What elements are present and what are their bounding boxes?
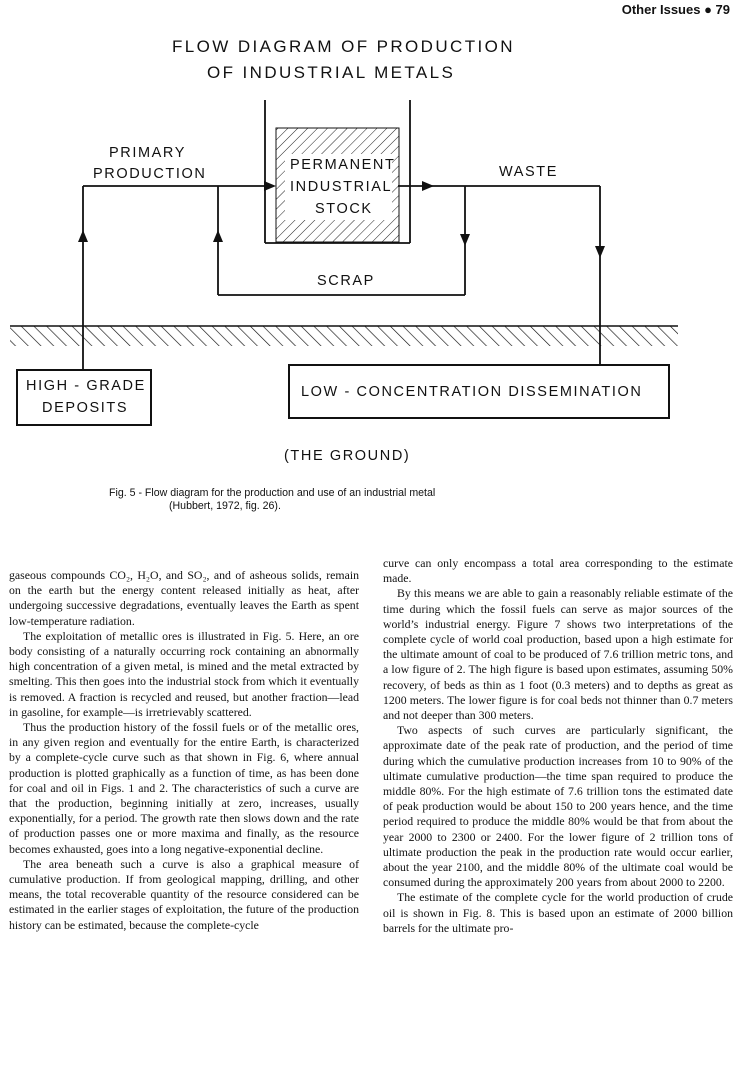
primary-label: PRIMARY bbox=[109, 145, 187, 161]
paragraph: The exploitation of metallic ores is illustrated in Fig. 5. Here, an ore body consisting of a naturally occurring rock containing an abnormally high concentration of a given metal, is mined and the metal extracted by smelting. This then goes into the industrial stock from which it eventually is removed. A fraction is recycled and reused, but another fraction—lead in gasoline, for example—is irretrievably scattered. bbox=[9, 628, 359, 719]
paragraph: Thus the production history of the fossil fuels or of the metallic ores, in any given region and eventually for the entire Earth, is characterized by a complete-cycle curve such as that shown in Fig. 6, where annual production is plotted graphically as a function of time, as has been done for coal and oil in Figs. 1 and 2. The characteristics of such a curve are that the production, beginning initially at zero, increases, usually exponentially, for a period. The growth rate then slows down and the rate of production passes one or more maxima and finally, as the resource becomes exhausted, goes into a long negative-exponential decline. bbox=[9, 720, 359, 856]
stock-label-stock: STOCK bbox=[315, 201, 373, 217]
paragraph: The estimate of the complete cycle for the world production of crude oil is shown in Fig. 8. This is based upon an estimate of 2000 billion barrels for the ultimate pro- bbox=[383, 890, 733, 935]
waste-drop-arrowhead bbox=[595, 246, 605, 258]
left-column bbox=[9, 568, 359, 933]
paragraph: The area beneath such a curve is also a graphical measure of cumulative production. If from geological mapping, drilling, and other means, the total recoverable quantity of the resource considered can be estimated in the earlier stages of exploitation, the future of the production history can be estimated, because the complete-cycle bbox=[9, 856, 359, 932]
stock-label-permanent: PERMANENT bbox=[290, 157, 396, 173]
running-head: Other Issues ● 79 bbox=[621, 2, 730, 17]
right-column bbox=[383, 556, 733, 936]
caption-line1: Fig. 5 - Flow diagram for the production and use of an industrial metal bbox=[109, 487, 436, 499]
deposits-label: DEPOSITS bbox=[42, 400, 129, 416]
scrap-label: SCRAP bbox=[317, 273, 375, 289]
scrap-down-arrowhead bbox=[460, 234, 470, 246]
figure-caption bbox=[109, 487, 669, 513]
high-grade-label: HIGH - GRADE bbox=[26, 378, 146, 394]
ground-label: (THE GROUND) bbox=[284, 448, 411, 464]
primary-riser-arrowhead bbox=[78, 230, 88, 242]
paragraph: Two aspects of such curves are particularly significant, the approximate date of the peak rate of production, and the period of time during which the cumulative production increases from 10 to 90% of the ultimate cumulative production—the time span required to produce the middle 80%. For the high estimate of 7.6 trillion tons the estimated date of peak production would be about 150 to 200 years hence, and the time period required to produce the middle 80% would be that from about the year 2000 to 2300 or 2400. For the lower figure of 2 trillion tons of ultimate production the peak in the production rate would occur earlier, about the year 2100, and the middle 80% of the ultimate coal would be consumed during the approximately 200 years from about 2000 to 2200. bbox=[383, 723, 733, 890]
ground-surface bbox=[10, 326, 678, 346]
caption-line2: (Hubbert, 1972, fig. 26). bbox=[169, 500, 281, 512]
paragraph: By this means we are able to gain a reasonably reliable estimate of the time during which the fossil fuels can serve as major sources of the world’s industrial energy. Figure 7 shows two interpretations of the complete cycle of world coal production, based upon a high estimate for the ultimate amount of coal to be produced of 7.6 trillion metric tons, and a low figure of 2. The high figure is based upon estimates, assuming 50% recovery, of beds as thin as 1 foot (0.3 meters) and to depths as great as 1200 meters. The lower figure is for coal beds not thinner than 0.7 meters and not deeper than 300 meters. bbox=[383, 586, 733, 723]
primary-arrowhead bbox=[264, 181, 276, 191]
paragraph: gaseous compounds CO₂, H₂O, and SO₂, and of asheous solids, remain on the earth but the energy content released initially as heat, after undergoing successive degradations, eventually leaves the Earth as spent low-temperature radiation. bbox=[9, 568, 359, 628]
paragraph: curve can only encompass a total area corresponding to the estimate made. bbox=[383, 556, 733, 586]
flow-diagram bbox=[0, 0, 750, 480]
waste-arrowhead bbox=[422, 181, 434, 191]
figure-title-line1: FLOW DIAGRAM OF PRODUCTION bbox=[172, 37, 515, 56]
waste-label: WASTE bbox=[499, 164, 559, 180]
scrap-up-arrowhead bbox=[213, 230, 223, 242]
stock-label-industrial: INDUSTRIAL bbox=[290, 179, 393, 195]
figure-title-line2: OF INDUSTRIAL METALS bbox=[207, 63, 456, 82]
production-label: PRODUCTION bbox=[93, 166, 207, 182]
low-concentration-label: LOW - CONCENTRATION DISSEMINATION bbox=[301, 384, 643, 400]
